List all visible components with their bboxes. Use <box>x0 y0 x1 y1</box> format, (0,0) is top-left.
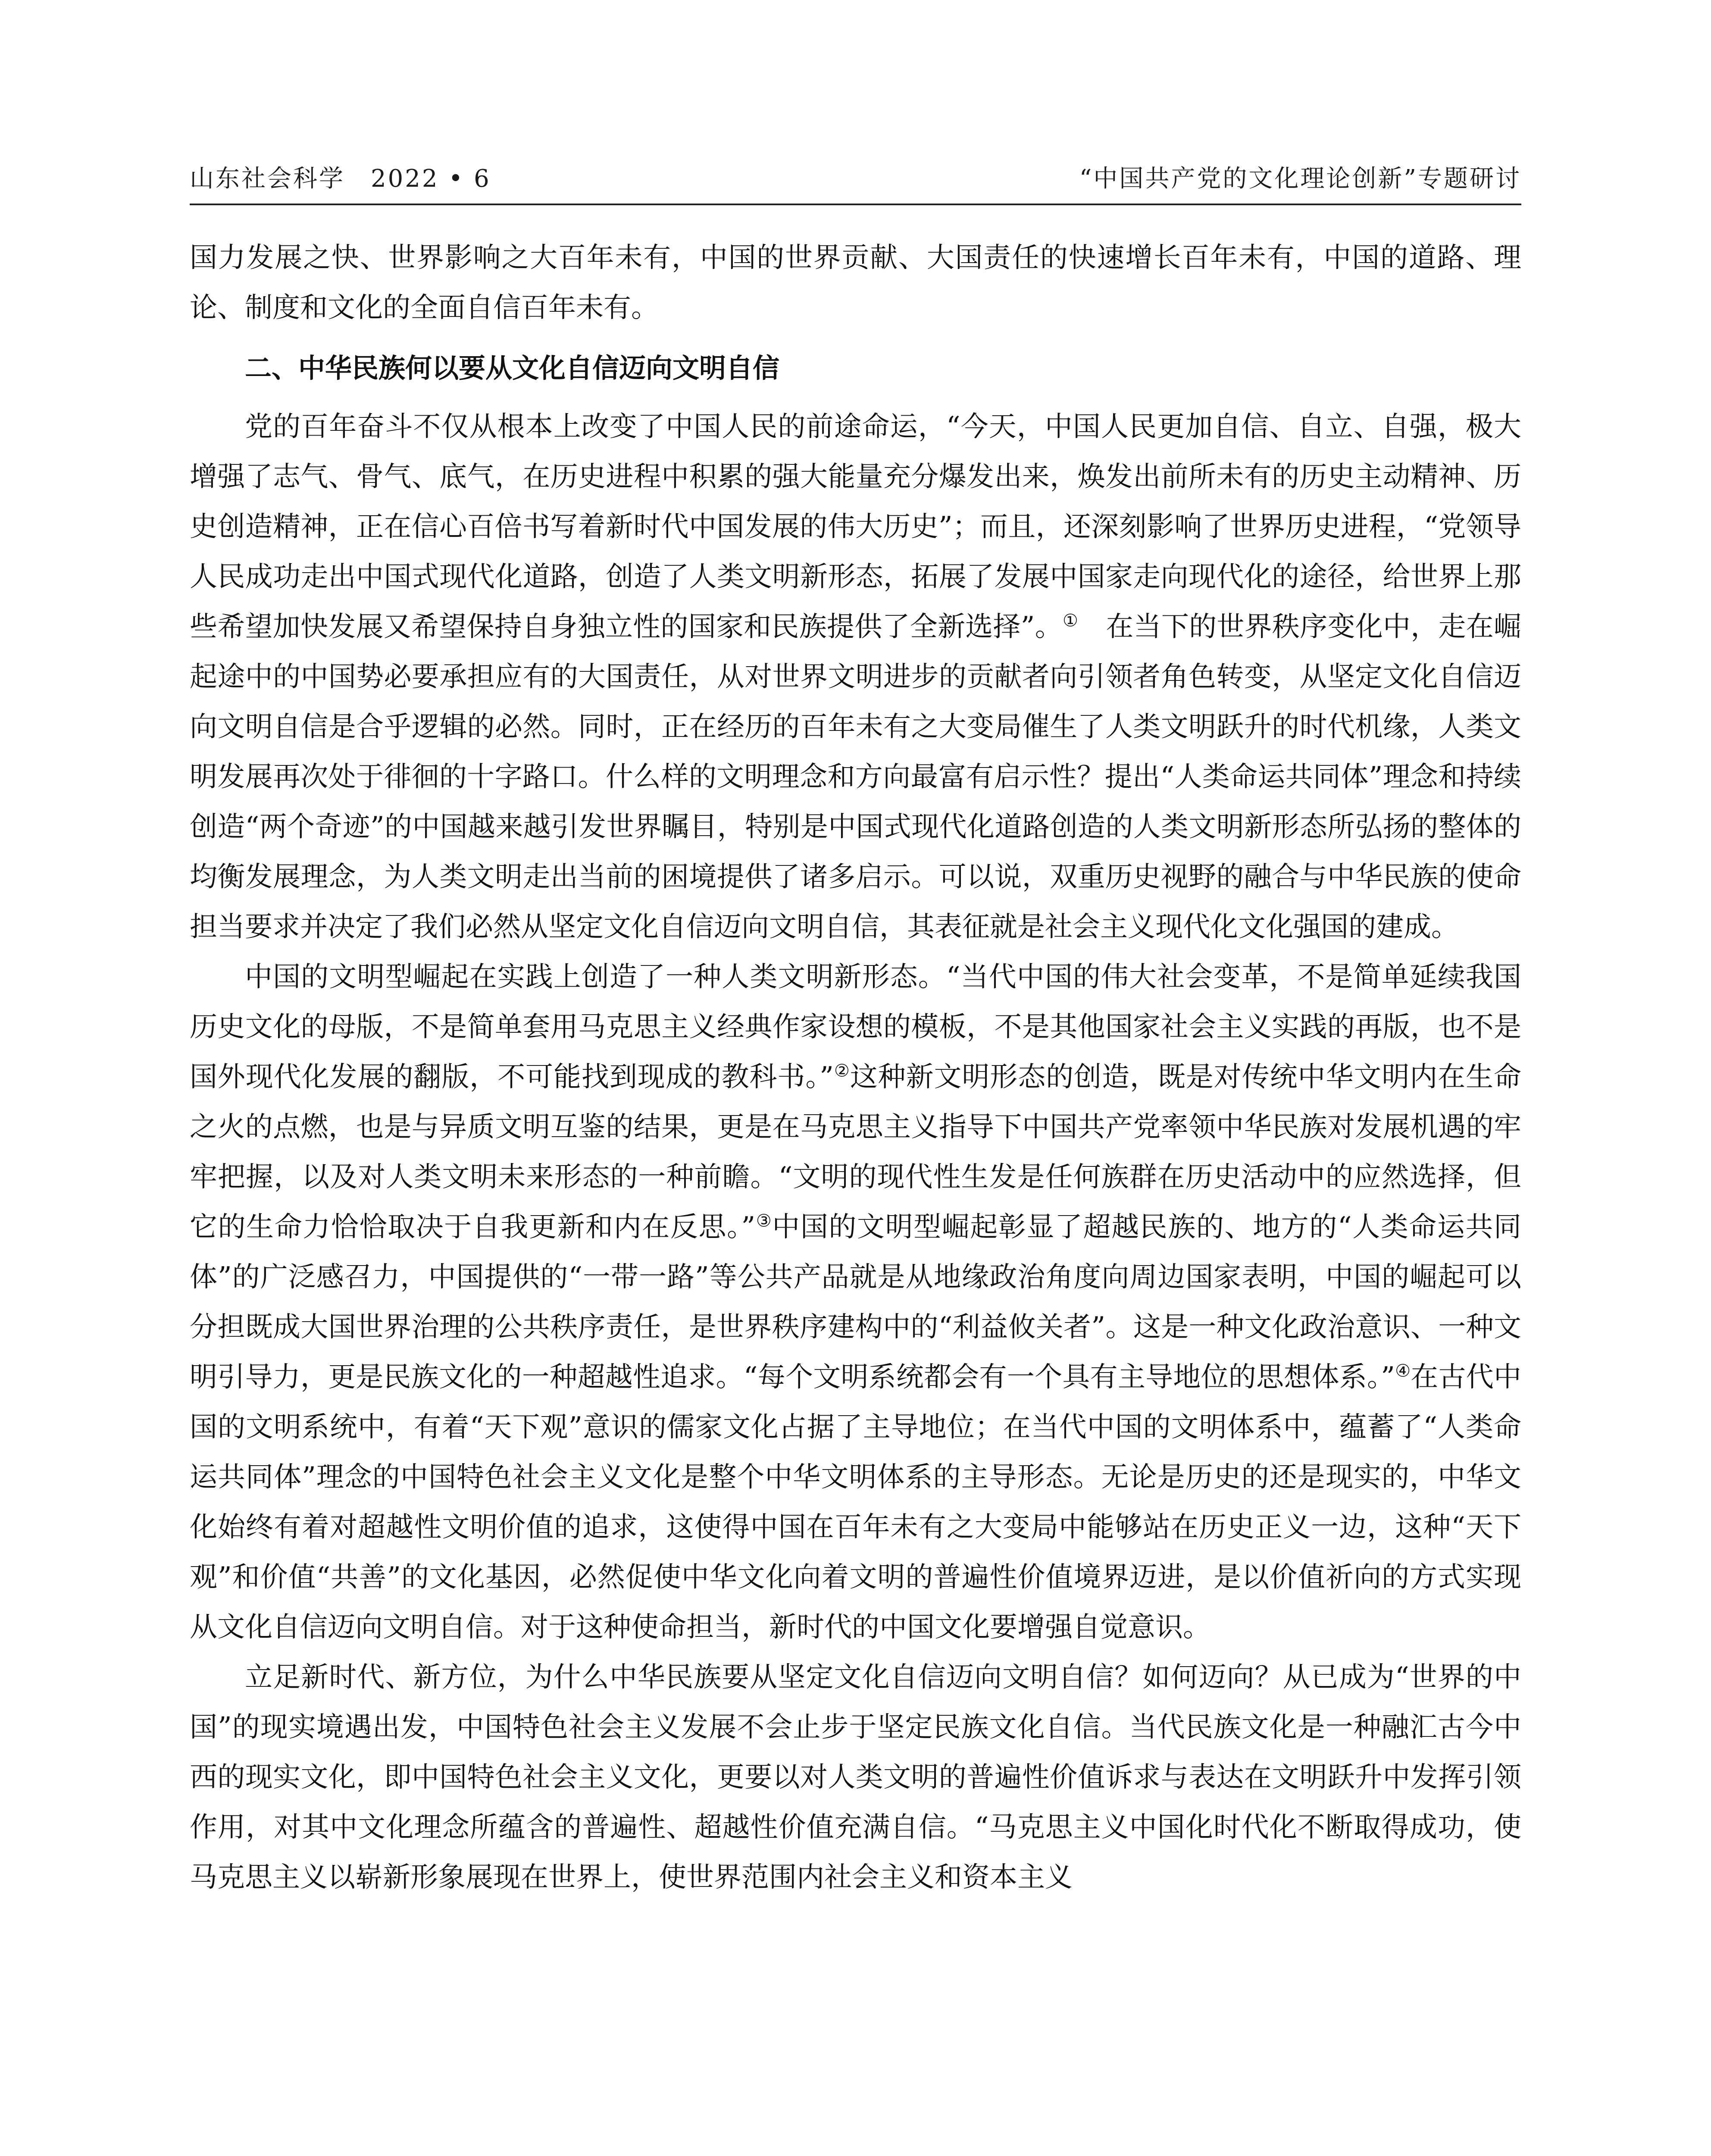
footnote-ref[interactable]: ① <box>1063 611 1079 631</box>
column-title: “中国共产党的文化理论创新”专题研讨 <box>1079 165 1521 193</box>
header-divider <box>190 204 1521 205</box>
paragraph-text: 中国的文明型崛起彰显了超越民族的、地方的“人类命运共同体”的广泛感召力，中国提供的“一带一路”等公共产品就是从地缘政治角度向周边国家表明，中国的崛起可以分担既成大国世界治理的公共秩序责任，是世界秩序建构中的“利益攸关者”。这是一种文化政治意识、一种文明引导力，更是民族文化的一种超越性追求。“每个文明系统都会有一个具有主导地位的思想体系。” <box>190 1211 1522 1393</box>
paragraph-text: 在古代中国的文明系统中，有着“天下观”意识的儒家文化占据了主导地位；在当代中国的文明体系中，蕴蓄了“人类命运共同体”理念的中国特色社会主义文化是整个中华文明体系的主导形态。无论是历史的还是现实的，中华文化始终有着对超越性文明价值的追求，这使得中国在百年未有之大变局中能够站在历史正义一边，这种“天下观”和价值“共善”的文化基因，必然促使中华文化向着文明的普遍性价值境界迈进，是以价值祈向的方式实现从文化自信迈向文明自信。对于这种使命担当，新时代的中国文化要增强自觉意识。 <box>190 1361 1522 1643</box>
paragraph <box>190 952 1521 1652</box>
footnote-ref[interactable]: ③ <box>755 1211 773 1231</box>
paragraph: 立足新时代、新方位，为什么中华民族要从坚定文化自信迈向文明自信？如何迈向？从已成为“世界的中国”的现实境遇出发，中国特色社会主义发展不会止步于坚定民族文化自信。当代民族文化是一种融汇古今中西的现实文化，即中国特色社会主义文化，更要以对人类文明的普遍性价值诉求与表达在文明跃升中发挥引领作用，对其中文化理念所蕴含的普遍性、超越性价值充满自信。“马克思主义中国化时代化不断取得成功，使马克思主义以崭新形象展现在世界上，使世界范围内社会主义和资本主义 <box>190 1661 1521 1893</box>
footnote-ref[interactable]: ② <box>834 1061 850 1081</box>
article-body <box>190 233 1521 1902</box>
paragraph-continuation: 国力发展之快、世界影响之大百年未有，中国的世界贡献、大国责任的快速增长百年未有，中国的道路、理论、制度和文化的全面自信百年未有。 <box>190 242 1521 324</box>
footnote-ref[interactable]: ④ <box>1395 1361 1411 1381</box>
section-heading: 二、中华民族何以要从文化自信迈向文明自信 <box>245 352 780 384</box>
paragraph-text: 这种新文明形态的创造，既是对传统中华文明内在生命之火的点燃，也是与异质文明互鉴的结果，更是在马克思主义指导下中国共产党率领中华民族对发展机遇的牢牢把握，以及对人类文明未来形态的一种前瞻。“文明的现代性生发是任何族群在历史活动中的应然选择，但它的生命力恰恰取决于自我更新和内在反思。” <box>190 1061 1522 1243</box>
paragraph-text: 中国的文明型崛起在实践上创造了一种人类文明新形态。“当代中国的伟大社会变革，不是简单延续我国历史文化的母版，不是简单套用马克思主义经典作家设想的模板，不是其他国家社会主义实践的再版，也不是国外现代化发展的翻版，不可能找到现成的教科书。” <box>190 961 1521 1093</box>
paragraph-text: 在当下的世界秩序变化中，走在崛起途中的中国势必要承担应有的大国责任，从对世界文明进步的贡献者向引领者角色转变，从坚定文化自信迈向文明自信是合乎逻辑的必然。同时，正在经历的百年未有之大变局催生了人类文明跃升的时代机缘，人类文明发展再次处于徘徊的十字路口。什么样的文明理念和方向最富有启示性？提出“人类命运共同体”理念和持续创造“两个奇迹”的中国越来越引发世界瞩目，特别是中国式现代化道路创造的人类文明新形态所弘扬的整体的均衡发展理念，为人类文明走出当前的困境提供了诸多启示。可以说，双重历史视野的融合与中华民族的使命担当要求并决定了我们必然从坚定文化自信迈向文明自信，其表征就是社会主义现代化文化强国的建成。 <box>190 611 1522 943</box>
journal-issue: 山东社会科学 2022 • 6 <box>190 165 491 193</box>
running-header <box>190 160 1521 194</box>
paragraph-text: 党的百年奋斗不仅从根本上改变了中国人民的前途命运，“今天，中国人民更加自信、自立、自强，极大增强了志气、骨气、底气，在历史进程中积累的强大能量充分爆发出来，焕发出前所未有的历史主动精神、历史创造精神，正在信心百倍书写着新时代中国发展的伟大历史”；而且，还深刻影响了世界历史进程，“党领导人民成功走出中国式现代化道路，创造了人类文明新形态，拓展了发展中国家走向现代化的途径，给世界上那些希望加快发展又希望保持自身独立性的国家和民族提供了全新选择”。 <box>190 411 1521 643</box>
paragraph <box>190 402 1521 952</box>
